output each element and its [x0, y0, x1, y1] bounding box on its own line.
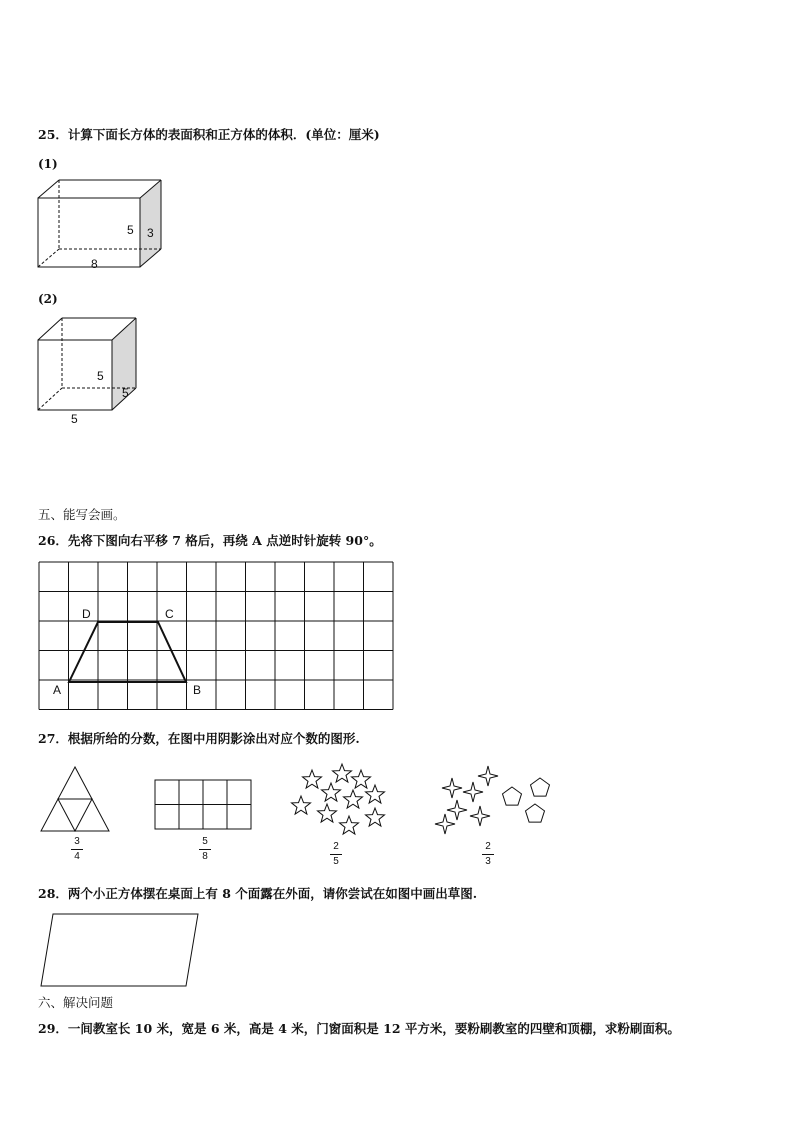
point-a-label: A — [53, 683, 62, 697]
q29-title: 29．一间教室长 10 米，宽是 6 米，高是 4 米，门窗面积是 12 平方米，要粉刷教室的四壁和顶棚，求粉刷面积。 — [38, 1021, 680, 1036]
star-icon — [340, 816, 359, 834]
q25-part1-label: (1) — [38, 157, 58, 171]
fraction-3-4-denominator: 4 — [74, 851, 80, 862]
fraction-5-8 — [190, 836, 220, 863]
fraction-2-5-numerator: 2 — [333, 841, 339, 852]
star-icon — [366, 785, 385, 803]
star-icon — [292, 796, 311, 814]
q25-title: 25．计算下面长方体的表面积和正方体的体积．(单位：厘米) — [38, 127, 380, 142]
cube-depth-label: 5 — [97, 369, 104, 383]
point-c-label: C — [165, 607, 174, 621]
pentagon-icon — [531, 778, 550, 796]
fraction-5-8-numerator: 5 — [202, 836, 208, 847]
pentagon-icon — [503, 787, 522, 805]
translation-grid — [38, 560, 400, 720]
star-icon — [322, 783, 341, 801]
star-icon — [366, 808, 385, 826]
star-icon — [303, 770, 322, 788]
cuboid-width-label: 5 — [127, 223, 134, 237]
stars-figure — [285, 760, 395, 840]
star-icon — [318, 804, 337, 822]
cube-height-label: 5 — [122, 386, 129, 400]
star-icon — [333, 764, 352, 782]
sparkle-icon — [435, 814, 455, 834]
fraction-5-8-denominator: 8 — [202, 851, 208, 862]
triangle-figure — [38, 764, 118, 834]
cube-bottom-label: 5 — [71, 412, 78, 426]
cuboid-length-label: 8 — [91, 257, 98, 271]
section6-title: 六、解决问题 — [38, 995, 114, 1010]
sparkles-pentagons-figure — [428, 762, 558, 842]
sparkle-icon — [447, 800, 467, 820]
fraction-3-4 — [62, 836, 92, 863]
cuboid-height-label: 3 — [147, 226, 154, 240]
q26-title: 26．先将下图向右平移 7 格后，再绕 A 点逆时针旋转 90°。 — [38, 533, 382, 548]
point-d-label: D — [82, 607, 91, 621]
star-icon — [344, 790, 363, 808]
fraction-3-4-numerator: 3 — [74, 836, 80, 847]
rectangle-grid-figure — [153, 778, 253, 833]
cube-figure — [35, 316, 155, 426]
q27-title: 27．根据所给的分数，在图中用阴影涂出对应个数的图形. — [38, 731, 360, 746]
fraction-2-3-denominator: 3 — [485, 856, 491, 867]
sparkle-icon — [478, 766, 498, 786]
cuboid-figure — [35, 178, 165, 271]
sparkle-icon — [442, 778, 462, 798]
q28-title: 28．两个小正方体摆在桌面上有 8 个面露在外面，请你尝试在如图中画出草图. — [38, 886, 478, 901]
fraction-2-3 — [473, 841, 503, 868]
sparkle-icon — [463, 782, 483, 802]
fraction-2-5-denominator: 5 — [333, 856, 339, 867]
star-icon — [352, 770, 371, 788]
section5-title: 五、能写会画。 — [38, 507, 126, 522]
pentagon-icon — [526, 804, 545, 822]
q25-part2-label: (2) — [38, 292, 58, 306]
fraction-2-3-numerator: 2 — [485, 841, 491, 852]
fraction-2-5 — [321, 841, 351, 868]
sparkle-icon — [470, 806, 490, 826]
point-b-label: B — [193, 683, 202, 697]
parallelogram-drawing-area[interactable] — [38, 910, 203, 990]
